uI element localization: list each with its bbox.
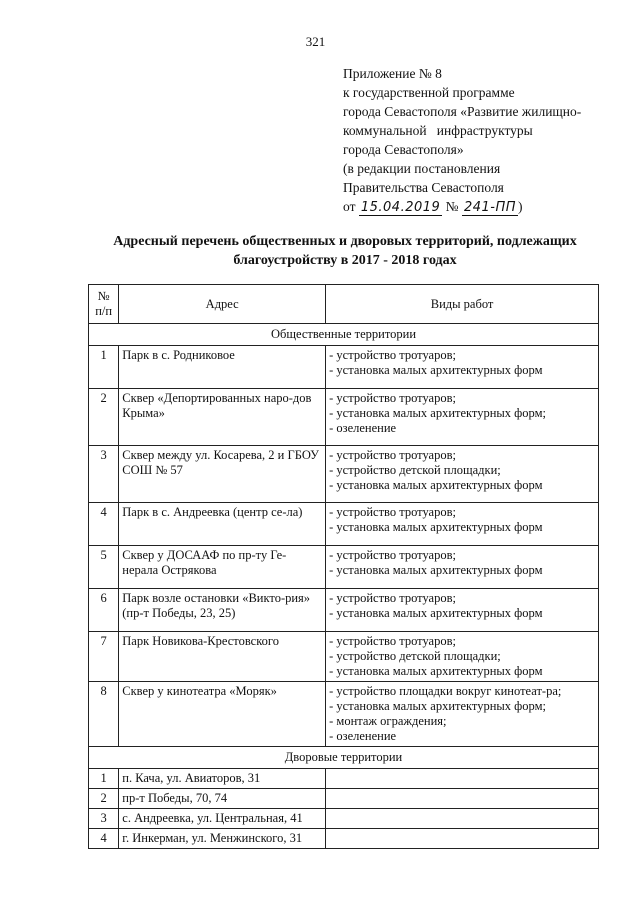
row-number: 4 bbox=[89, 829, 119, 849]
page-number: 321 bbox=[305, 34, 326, 49]
table-row bbox=[89, 829, 599, 849]
work-item: - монтаж ограждения; bbox=[329, 714, 447, 728]
work-item: - установка малых архитектурных форм bbox=[329, 664, 543, 678]
work-item: - установка малых архитектурных форм bbox=[329, 563, 543, 577]
row-number: 8 bbox=[89, 682, 119, 747]
row-works bbox=[326, 682, 599, 747]
row-number: 5 bbox=[89, 546, 119, 589]
row-number: 3 bbox=[89, 446, 119, 503]
header-line: города Севастополя» bbox=[343, 142, 464, 157]
row-works bbox=[326, 589, 599, 632]
row-address: Парк Новикова-Крестовского bbox=[119, 632, 326, 682]
header-line: к государственной программе bbox=[343, 85, 515, 100]
row-address: п. Кача, ул. Авиаторов, 31 bbox=[119, 769, 326, 789]
closing-paren: ) bbox=[518, 199, 523, 214]
col-address-header: Адрес bbox=[119, 285, 326, 324]
header-line: города Севастополя «Развитие жилищно- bbox=[343, 104, 582, 119]
table-row bbox=[89, 682, 599, 747]
row-address: Парк в с. Андреевка (центр се-ла) bbox=[119, 503, 326, 546]
table-row bbox=[89, 503, 599, 546]
work-item: - устройство тротуаров; bbox=[329, 548, 456, 562]
table-row bbox=[89, 346, 599, 389]
work-item: - установка малых архитектурных форм bbox=[329, 363, 543, 377]
row-number: 2 bbox=[89, 789, 119, 809]
row-number: 7 bbox=[89, 632, 119, 682]
work-item: - установка малых архитектурных форм bbox=[329, 478, 543, 492]
work-item: - устройство тротуаров; bbox=[329, 448, 456, 462]
row-works bbox=[326, 546, 599, 589]
header-line: Приложение № 8 bbox=[343, 66, 442, 81]
work-item: - устройство площадки вокруг кинотеат-ра; bbox=[329, 684, 562, 698]
work-item: - устройство детской площадки; bbox=[329, 649, 501, 663]
row-address: Сквер «Депортированных наро-дов Крыма» bbox=[119, 389, 326, 446]
territories-table bbox=[88, 284, 599, 849]
row-works bbox=[326, 809, 599, 829]
row-number: 6 bbox=[89, 589, 119, 632]
header-line: коммунальной инфраструктуры bbox=[343, 123, 533, 138]
row-number: 1 bbox=[89, 769, 119, 789]
row-works bbox=[326, 389, 599, 446]
row-number: 3 bbox=[89, 809, 119, 829]
row-number: 1 bbox=[89, 346, 119, 389]
table-row bbox=[89, 446, 599, 503]
table-row bbox=[89, 769, 599, 789]
work-item: - устройство тротуаров; bbox=[329, 348, 456, 362]
resolution-date: 15.04.2019 bbox=[360, 200, 441, 215]
row-address: г. Инкерман, ул. Менжинского, 31 bbox=[119, 829, 326, 849]
table-row bbox=[89, 546, 599, 589]
work-item: - установка малых архитектурных форм bbox=[329, 606, 543, 620]
work-item: - устройство тротуаров; bbox=[329, 634, 456, 648]
row-works bbox=[326, 769, 599, 789]
row-address: пр-т Победы, 70, 74 bbox=[119, 789, 326, 809]
resolution-number: 241-ПП bbox=[463, 200, 516, 215]
work-item: - установка малых архитектурных форм bbox=[329, 520, 543, 534]
table-header-row bbox=[89, 285, 599, 324]
work-item: - устройство тротуаров; bbox=[329, 505, 456, 519]
row-works bbox=[326, 632, 599, 682]
date-prefix: от bbox=[343, 199, 356, 214]
section-row bbox=[89, 747, 599, 769]
document-title bbox=[95, 232, 595, 270]
table-row bbox=[89, 589, 599, 632]
table-row bbox=[89, 389, 599, 446]
work-item: - устройство детской площадки; bbox=[329, 463, 501, 477]
row-address: Парк возле остановки «Викто-рия» (пр-т Победы, 23, 25) bbox=[119, 589, 326, 632]
appendix-header bbox=[343, 64, 628, 217]
header-line: Правительства Севастополя bbox=[343, 180, 504, 195]
section-row bbox=[89, 324, 599, 346]
section-title: Дворовые территории bbox=[89, 747, 599, 769]
table-row bbox=[89, 789, 599, 809]
title-line: благоустройству в 2017 - 2018 годах bbox=[233, 253, 457, 268]
table-row bbox=[89, 632, 599, 682]
row-works bbox=[326, 829, 599, 849]
title-line: Адресный перечень общественных и дворовых территорий, подлежащих bbox=[113, 234, 577, 249]
col-works-header: Виды работ bbox=[326, 285, 599, 324]
header-line: (в редакции постановления bbox=[343, 161, 501, 176]
work-item: - устройство тротуаров; bbox=[329, 591, 456, 605]
row-works bbox=[326, 789, 599, 809]
work-item: - устройство тротуаров; bbox=[329, 391, 456, 405]
row-works bbox=[326, 346, 599, 389]
row-works bbox=[326, 446, 599, 503]
row-address: с. Андреевка, ул. Центральная, 41 bbox=[119, 809, 326, 829]
resolution-date-line bbox=[343, 197, 628, 217]
col-number-header: № п/п bbox=[89, 285, 119, 324]
row-address: Сквер у ДОСААФ по пр-ту Ге-нерала Острякова bbox=[119, 546, 326, 589]
work-item: - установка малых архитектурных форм; bbox=[329, 406, 546, 420]
number-prefix: № bbox=[445, 199, 459, 214]
row-number: 2 bbox=[89, 389, 119, 446]
row-number: 4 bbox=[89, 503, 119, 546]
row-address: Сквер у кинотеатра «Моряк» bbox=[119, 682, 326, 747]
table-row bbox=[89, 809, 599, 829]
work-item: - озеленение bbox=[329, 729, 397, 743]
work-item: - установка малых архитектурных форм; bbox=[329, 699, 546, 713]
row-works bbox=[326, 503, 599, 546]
section-title: Общественные территории bbox=[89, 324, 599, 346]
row-address: Парк в с. Родниковое bbox=[119, 346, 326, 389]
row-address: Сквер между ул. Косарева, 2 и ГБОУ СОШ № 57 bbox=[119, 446, 326, 503]
work-item: - озеленение bbox=[329, 421, 397, 435]
